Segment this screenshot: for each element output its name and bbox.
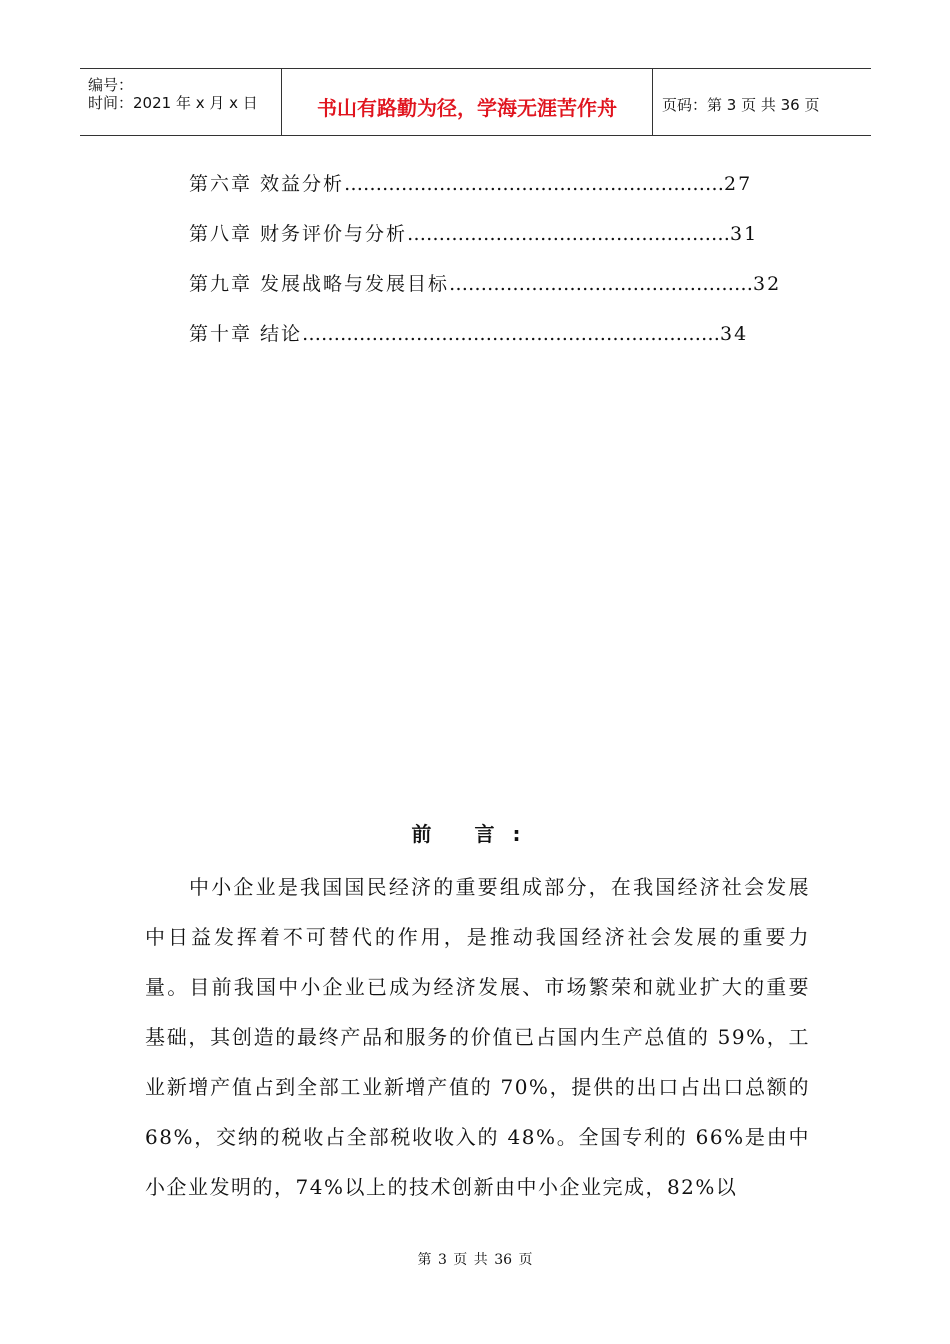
- preface-paragraph: 中小企业是我国国民经济的重要组成部分，在我国经济社会发展中日益发挥着不可替代的作用，是推动我国经济社会发展的重要力量。目前我国中小企业已成为经济发展、市场繁荣和就业扩大的重要基础，其创造的最终产品和服务的价值已占国内生产总值的 59%，工业新增产值占到全部工业新增产值的 70%，提供的出口占出口总额的 68%，交纳的税收占全部税收收入的 48%。全国专利的 66%是由中小企业发明的，74%以上的技术创新由中小企业完成，82%以: [145, 875, 810, 1199]
- toc-leader-dots: ……………………………………………………: [344, 173, 725, 195]
- toc-leader-dots: …………………………………………………………: [302, 323, 721, 345]
- toc-entry-title: 第十章 结论: [189, 323, 303, 345]
- header-page-cell: [653, 69, 871, 135]
- toc-entry[interactable]: [189, 170, 789, 220]
- toc-entry-page: 34: [720, 323, 749, 345]
- document-header: [80, 68, 871, 136]
- preface-heading: 前 言:: [411, 822, 539, 846]
- toc-entry-page: 27: [724, 173, 753, 195]
- page-info: 页码：第 3 页 共 36 页: [662, 96, 820, 114]
- toc-entry[interactable]: [189, 320, 789, 370]
- header-meta-cell: [80, 69, 282, 135]
- toc-leader-dots: ……………………………………………: [407, 223, 731, 245]
- toc-entry-title: 第六章 效益分析: [189, 173, 345, 195]
- toc-entry-title: 第八章 财务评价与分析: [189, 223, 408, 245]
- toc-leader-dots: …………………………………………: [449, 273, 754, 295]
- header-motto-cell: [282, 69, 653, 135]
- toc-entry-page: 31: [730, 223, 759, 245]
- date-label: 时间：2021 年 x 月 x 日: [88, 94, 258, 112]
- motto-text: 书山有路勤为径，学海无涯苦作舟: [317, 96, 617, 120]
- table-of-contents: [189, 170, 789, 370]
- toc-entry[interactable]: [189, 270, 789, 320]
- toc-entry-title: 第九章 发展战略与发展目标: [189, 273, 450, 295]
- toc-entry[interactable]: [189, 220, 789, 270]
- toc-entry-page: 32: [753, 273, 782, 295]
- serial-number-label: 编号：: [88, 76, 134, 94]
- page-footer: 第 3 页 共 36 页: [417, 1252, 533, 1268]
